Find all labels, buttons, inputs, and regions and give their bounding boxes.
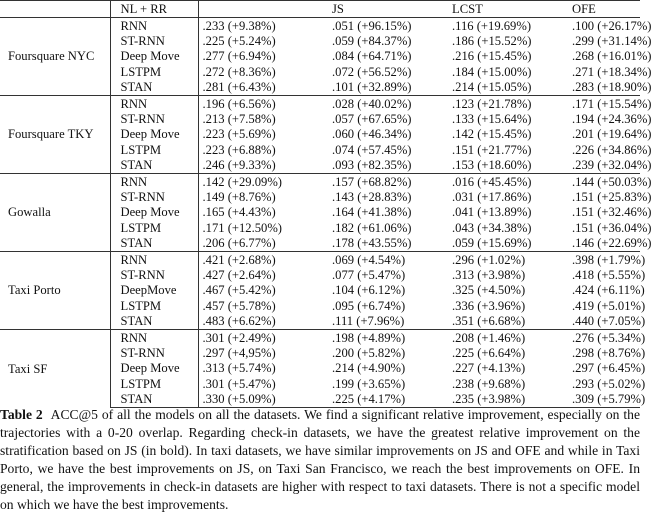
table-body <box>0 18 652 408</box>
ofe-value-cell: .194 (+24.36%) <box>572 112 652 127</box>
value-cell: .313 (+5.74%) <box>198 361 328 376</box>
value-cell: .277 (+6.94%) <box>198 49 328 64</box>
value-cell: .149 (+8.76%) <box>198 189 328 204</box>
model-name: LSTPM <box>110 64 198 79</box>
ofe-value-cell: .283 (+18.90%) <box>572 80 652 95</box>
js-value-cell: .093 (+82.35%) <box>332 158 412 173</box>
table-row <box>0 95 640 111</box>
value-cell: .186 (+15.52%) <box>452 34 532 49</box>
ofe-value-cell: .293 (+5.02%) <box>572 376 646 391</box>
model-name: LSTPM <box>110 298 198 313</box>
table-row <box>0 329 640 345</box>
js-value-cell: .182 (+61.06%) <box>332 220 412 235</box>
value-cell: .133 (+15.64%) <box>452 112 532 127</box>
value-cell: .208 (+1.46%) <box>448 329 568 345</box>
value-cell: .031 (+17.86%) <box>452 189 532 204</box>
ofe-value-cell: .271 (+18.34%) <box>572 64 652 79</box>
value-cell: .041 (+13.89%) <box>452 205 532 220</box>
model-name: Deep Move <box>110 361 198 376</box>
value-cell: .301 (+2.49%) <box>198 329 328 345</box>
model-name: STAN <box>110 313 198 329</box>
value-cell: .281 (+6.43%) <box>198 80 328 96</box>
model-name: ST-RNN <box>110 345 198 360</box>
value-cell: .336 (+3.96%) <box>452 298 526 313</box>
model-name: STAN <box>110 391 198 407</box>
model-name: RNN <box>110 18 198 34</box>
value-cell: .142 (+15.45%) <box>452 127 532 142</box>
model-name: ST-RNN <box>110 111 198 126</box>
model-name: ST-RNN <box>110 33 198 48</box>
js-value-cell: .164 (+41.38%) <box>332 205 412 220</box>
js-value-cell: .074 (+57.45%) <box>332 142 412 157</box>
js-value-cell: .077 (+5.47%) <box>332 267 406 282</box>
value-cell: .421 (+2.68%) <box>198 251 328 267</box>
value-cell: .427 (+2.64%) <box>198 267 328 282</box>
value-cell: .225 (+6.64%) <box>452 345 526 360</box>
model-name: Deep Move <box>110 205 198 220</box>
caption-label: Table 2 <box>0 407 43 422</box>
table-row <box>0 251 640 267</box>
value-cell: .272 (+8.36%) <box>198 64 328 79</box>
model-name: ST-RNN <box>110 189 198 204</box>
value-cell: .483 (+6.62%) <box>198 313 328 329</box>
dataset-name: Taxi Porto <box>0 251 110 329</box>
js-value-cell: .200 (+5.82%) <box>332 345 406 360</box>
js-value-cell: .143 (+28.83%) <box>332 189 412 204</box>
js-value-cell: .178 (+43.55%) <box>332 236 412 251</box>
value-cell: .225 (+5.24%) <box>198 33 328 48</box>
js-value-cell: .095 (+6.74%) <box>332 298 406 313</box>
value-cell: .165 (+4.43%) <box>198 205 328 220</box>
header-models: NL + RR <box>110 1 198 18</box>
header-js: JS <box>328 1 448 18</box>
table-row <box>0 18 640 34</box>
ofe-value-cell: .398 (+1.79%) <box>568 251 640 267</box>
ofe-value-cell: .226 (+34.86%) <box>572 142 652 157</box>
value-cell: .123 (+21.78%) <box>448 95 568 111</box>
ofe-value-cell: .201 (+19.64%) <box>572 127 652 142</box>
ofe-value-cell: .146 (+22.69%) <box>572 236 652 251</box>
js-value-cell: .111 (+7.96%) <box>332 314 405 329</box>
table-header-row <box>0 1 640 18</box>
ofe-value-cell: .100 (+26.17%) <box>568 18 640 34</box>
ofe-value-cell: .298 (+8.76%) <box>572 345 646 360</box>
ofe-value-cell: .309 (+5.79%) <box>568 391 640 407</box>
value-cell: .227 (+4.13%) <box>452 361 526 376</box>
ofe-value-cell: .299 (+31.14%) <box>572 34 652 49</box>
value-cell: .301 (+5.47%) <box>198 376 328 391</box>
ofe-value-cell: .418 (+5.55%) <box>572 267 646 282</box>
header-empty-cell <box>0 1 110 18</box>
dataset-name: Foursquare NYC <box>0 18 110 96</box>
model-name: LSTPM <box>110 376 198 391</box>
value-cell: .016 (+45.45%) <box>448 173 568 189</box>
model-name: LSTPM <box>110 142 198 157</box>
model-name: RNN <box>110 329 198 345</box>
value-cell: .043 (+34.38%) <box>452 220 532 235</box>
ofe-value-cell: .419 (+5.01%) <box>572 298 646 313</box>
value-cell: .297 (+4,95%) <box>198 345 328 360</box>
value-cell: .330 (+5.09%) <box>198 391 328 407</box>
js-value-cell: .069 (+4.54%) <box>328 251 448 267</box>
js-value-cell: .199 (+3.65%) <box>332 376 406 391</box>
value-cell: .351 (+6.68%) <box>452 314 526 329</box>
value-cell: .171 (+12.50%) <box>198 220 328 235</box>
table-caption <box>0 406 640 514</box>
model-name: LSTPM <box>110 220 198 235</box>
ofe-value-cell: .424 (+6.11%) <box>572 283 645 298</box>
ofe-value-cell: .151 (+25.83%) <box>572 189 652 204</box>
model-name: Deep Move <box>110 127 198 142</box>
value-cell: .467 (+5.42%) <box>198 283 328 298</box>
model-name: STAN <box>110 158 198 174</box>
js-value-cell: .104 (+6.12%) <box>332 283 406 298</box>
value-cell: .216 (+15.45%) <box>452 49 532 64</box>
js-value-cell: .072 (+56.52%) <box>332 64 412 79</box>
value-cell: .325 (+4.50%) <box>452 283 526 298</box>
ofe-value-cell: .151 (+36.04%) <box>572 220 652 235</box>
js-value-cell: .028 (+40.02%) <box>328 95 448 111</box>
value-cell: .233 (+9.38%) <box>198 18 328 34</box>
model-name: RNN <box>110 95 198 111</box>
header-lcst: LCST <box>448 1 568 18</box>
value-cell: .246 (+9.33%) <box>198 158 328 174</box>
caption-text: ACC@5 of all the models on all the datasets. We find a significant relative improvement, especially on the trajectories with a 0-20 overlap. Regarding check-in datasets, we have the greatest relative improvement on the stratification based on JS (in bold). In taxi datasets, we have similar improvements on JS and OFE and while in Taxi Porto, we have the best improvements on JS, on Taxi San Francisco, we reach the best improvements on OFE. In general, the improvements in check-in datasets are higher with respect to taxi datasets. There is not a specific model on which we have the best improvements. <box>0 407 640 512</box>
ofe-value-cell: .144 (+50.03%) <box>568 173 640 189</box>
value-cell: .184 (+15.00%) <box>452 64 532 79</box>
value-cell: .151 (+21.77%) <box>452 142 532 157</box>
value-cell: .296 (+1.02%) <box>448 251 568 267</box>
value-cell: .223 (+6.88%) <box>198 142 328 157</box>
js-value-cell: .057 (+67.65%) <box>332 112 412 127</box>
model-name: RNN <box>110 251 198 267</box>
js-value-cell: .059 (+84.37%) <box>332 34 412 49</box>
model-name: DeepMove <box>110 283 198 298</box>
ofe-value-cell: .268 (+16.01%) <box>572 49 652 64</box>
value-cell: .313 (+3.98%) <box>452 267 526 282</box>
value-cell: .153 (+18.60%) <box>452 158 532 173</box>
value-cell: .196 (+6.56%) <box>198 95 328 111</box>
js-value-cell: .198 (+4.89%) <box>328 329 448 345</box>
js-value-cell: .060 (+46.34%) <box>332 127 412 142</box>
value-cell: .238 (+9.68%) <box>452 376 526 391</box>
value-cell: .457 (+5.78%) <box>198 298 328 313</box>
dataset-name: Foursquare TKY <box>0 95 110 173</box>
dataset-name: Gowalla <box>0 173 110 251</box>
value-cell: .206 (+6.77%) <box>198 235 328 251</box>
js-value-cell: .225 (+4.17%) <box>328 391 448 407</box>
ofe-value-cell: .297 (+6.45%) <box>572 361 646 376</box>
value-cell: .142 (+29.09%) <box>198 173 328 189</box>
ofe-value-cell: .239 (+32.04%) <box>572 158 652 173</box>
value-cell: .213 (+7.58%) <box>198 111 328 126</box>
model-name: ST-RNN <box>110 267 198 282</box>
js-value-cell: .101 (+32.89%) <box>332 80 412 95</box>
table-row <box>0 173 640 189</box>
value-cell: .059 (+15.69%) <box>452 236 532 251</box>
js-value-cell: .214 (+4.90%) <box>332 361 406 376</box>
js-value-cell: .051 (+96.15%) <box>328 18 448 34</box>
header-blank <box>198 1 328 18</box>
model-name: RNN <box>110 173 198 189</box>
ofe-value-cell: .276 (+5.34%) <box>568 329 640 345</box>
value-cell: .116 (+19.69%) <box>448 18 568 34</box>
ofe-value-cell: .440 (+7.05%) <box>572 314 646 329</box>
dataset-name: Taxi SF <box>0 329 110 407</box>
value-cell: .223 (+5.69%) <box>198 127 328 142</box>
value-cell: .235 (+3.98%) <box>448 391 568 407</box>
js-value-cell: .084 (+64.71%) <box>332 49 412 64</box>
model-name: STAN <box>110 235 198 251</box>
js-value-cell: .157 (+68.82%) <box>328 173 448 189</box>
header-ofe: OFE <box>568 1 640 18</box>
model-name: Deep Move <box>110 49 198 64</box>
ofe-value-cell: .151 (+32.46%) <box>572 205 652 220</box>
value-cell: .214 (+15.05%) <box>452 80 532 95</box>
model-name: STAN <box>110 80 198 96</box>
ofe-value-cell: .171 (+15.54%) <box>568 95 640 111</box>
